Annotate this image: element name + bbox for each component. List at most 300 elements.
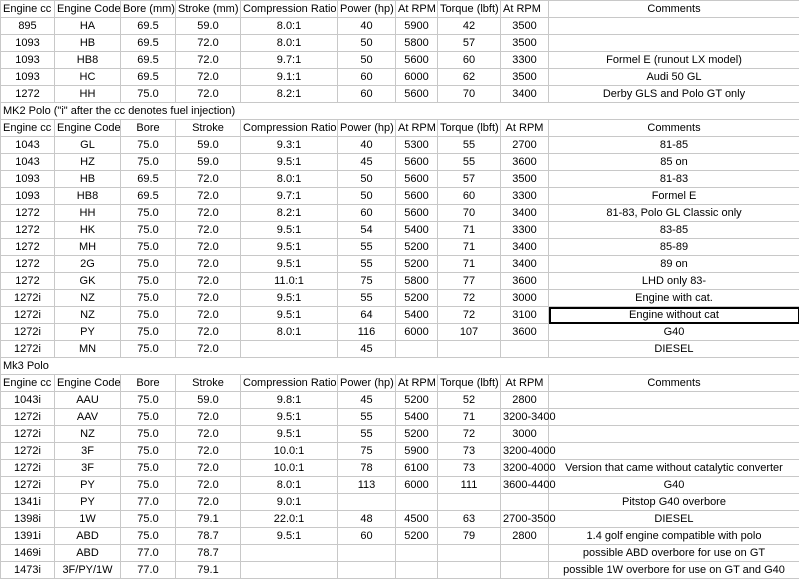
cell[interactable]: 73	[438, 460, 501, 477]
column-header[interactable]: At RPM	[501, 120, 549, 137]
column-header[interactable]: Stroke	[176, 375, 241, 392]
cell[interactable]: AAU	[55, 392, 121, 409]
cell[interactable]: 3100	[501, 307, 549, 324]
cell[interactable]: 3200-4000	[501, 443, 549, 460]
cell[interactable]	[396, 494, 438, 511]
cell[interactable]: 72.0	[176, 477, 241, 494]
cell[interactable]: 3400	[501, 239, 549, 256]
cell[interactable]: 9.1:1	[241, 69, 338, 86]
cell[interactable]: 2G	[55, 256, 121, 273]
cell[interactable]: 1043	[1, 154, 55, 171]
cell[interactable]: 6000	[396, 477, 438, 494]
cell[interactable]: 5600	[396, 171, 438, 188]
cell[interactable]: 9.5:1	[241, 239, 338, 256]
cell[interactable]: 55	[338, 426, 396, 443]
cell[interactable]: Audi 50 GL	[549, 69, 799, 86]
cell[interactable]: 9.5:1	[241, 290, 338, 307]
column-header[interactable]: At RPM	[396, 375, 438, 392]
cell[interactable]: 70	[438, 86, 501, 103]
cell[interactable]: 69.5	[121, 18, 176, 35]
cell[interactable]: 8.2:1	[241, 205, 338, 222]
column-header[interactable]: At RPM	[501, 375, 549, 392]
cell[interactable]: 75.0	[121, 324, 176, 341]
cell[interactable]: 8.0:1	[241, 477, 338, 494]
cell[interactable]: 5800	[396, 273, 438, 290]
cell[interactable]: 75.0	[121, 392, 176, 409]
cell[interactable]: 8.2:1	[241, 86, 338, 103]
cell[interactable]: 5400	[396, 222, 438, 239]
column-header[interactable]: Torque (lbft)	[438, 120, 501, 137]
cell[interactable]: 50	[338, 52, 396, 69]
cell[interactable]	[438, 341, 501, 358]
cell[interactable]: 75.0	[121, 239, 176, 256]
cell[interactable]: 1272i	[1, 443, 55, 460]
cell[interactable]: G40	[549, 477, 799, 494]
cell[interactable]: 78.7	[176, 528, 241, 545]
cell[interactable]: 9.8:1	[241, 392, 338, 409]
cell[interactable]	[549, 392, 799, 409]
column-header[interactable]: Engine Code	[55, 375, 121, 392]
column-header[interactable]: Compression Ratio	[241, 1, 338, 18]
cell[interactable]: PY	[55, 477, 121, 494]
cell[interactable]: 59.0	[176, 392, 241, 409]
cell[interactable]: 75.0	[121, 86, 176, 103]
cell[interactable]: NZ	[55, 426, 121, 443]
cell[interactable]: 72.0	[176, 205, 241, 222]
cell[interactable]: 3600	[501, 154, 549, 171]
cell[interactable]: 9.5:1	[241, 528, 338, 545]
cell[interactable]	[438, 358, 501, 375]
cell[interactable]	[549, 35, 799, 52]
column-header[interactable]: Compression Ratio	[241, 375, 338, 392]
cell[interactable]: DIESEL	[549, 341, 799, 358]
cell[interactable]	[396, 103, 438, 120]
cell[interactable]: 75	[338, 443, 396, 460]
cell[interactable]: 3200-4000	[501, 460, 549, 477]
cell[interactable]	[549, 358, 799, 375]
cell[interactable]: 89 on	[549, 256, 799, 273]
cell[interactable]: 3F	[55, 443, 121, 460]
column-header[interactable]: Engine cc	[1, 120, 55, 137]
cell[interactable]: 5600	[396, 154, 438, 171]
cell[interactable]: 75.0	[121, 154, 176, 171]
cell[interactable]: 3500	[501, 35, 549, 52]
cell[interactable]: 1093	[1, 35, 55, 52]
cell[interactable]: HZ	[55, 154, 121, 171]
cell[interactable]: 72.0	[176, 69, 241, 86]
cell[interactable]: 63	[438, 511, 501, 528]
cell[interactable]: 9.5:1	[241, 409, 338, 426]
cell[interactable]	[501, 545, 549, 562]
cell[interactable]: 55	[338, 256, 396, 273]
cell[interactable]: 75.0	[121, 137, 176, 154]
cell[interactable]	[396, 358, 438, 375]
cell[interactable]: 5600	[396, 86, 438, 103]
cell[interactable]: 77.0	[121, 562, 176, 579]
cell[interactable]: Version that came without catalytic converter	[549, 460, 799, 477]
cell[interactable]: 6100	[396, 460, 438, 477]
cell[interactable]: 55	[438, 154, 501, 171]
cell[interactable]: 79.1	[176, 511, 241, 528]
cell[interactable]	[121, 358, 176, 375]
cell[interactable]: 45	[338, 154, 396, 171]
column-header[interactable]: Compression Ratio	[241, 120, 338, 137]
cell[interactable]: 75.0	[121, 273, 176, 290]
cell[interactable]: 45	[338, 392, 396, 409]
cell[interactable]: 69.5	[121, 35, 176, 52]
cell[interactable]: 5200	[396, 392, 438, 409]
column-header[interactable]: At RPM	[501, 1, 549, 18]
cell[interactable]: 8.0:1	[241, 324, 338, 341]
cell[interactable]: 75.0	[121, 426, 176, 443]
cell[interactable]: 2700	[501, 137, 549, 154]
cell[interactable]: 9.5:1	[241, 154, 338, 171]
column-header[interactable]: Bore	[121, 120, 176, 137]
cell[interactable]: Derby GLS and Polo GT only	[549, 86, 799, 103]
cell[interactable]: 83-85	[549, 222, 799, 239]
cell[interactable]: 9.5:1	[241, 222, 338, 239]
cell[interactable]: 5600	[396, 205, 438, 222]
cell[interactable]: 71	[438, 239, 501, 256]
cell[interactable]	[241, 341, 338, 358]
cell[interactable]: 55	[438, 137, 501, 154]
column-header[interactable]: Power (hp)	[338, 120, 396, 137]
cell[interactable]: 1272	[1, 86, 55, 103]
cell[interactable]: possible ABD overbore for use on GT	[549, 545, 799, 562]
cell[interactable]: 5200	[396, 426, 438, 443]
cell[interactable]	[241, 103, 338, 120]
cell[interactable]: LHD only 83-	[549, 273, 799, 290]
cell[interactable]: 3000	[501, 426, 549, 443]
cell[interactable]: 6000	[396, 324, 438, 341]
cell[interactable]: 3300	[501, 52, 549, 69]
cell[interactable]	[396, 562, 438, 579]
cell[interactable]: 113	[338, 477, 396, 494]
cell[interactable]	[438, 545, 501, 562]
cell[interactable]: 8.0:1	[241, 18, 338, 35]
column-header[interactable]: At RPM	[396, 120, 438, 137]
cell[interactable]: HK	[55, 222, 121, 239]
cell[interactable]: 1093	[1, 171, 55, 188]
column-header[interactable]: Torque (lbft)	[438, 375, 501, 392]
cell[interactable]	[549, 426, 799, 443]
cell[interactable]: ABD	[55, 528, 121, 545]
cell[interactable]	[241, 562, 338, 579]
column-header[interactable]: Engine Code	[55, 120, 121, 137]
cell[interactable]: 60	[338, 205, 396, 222]
column-header[interactable]: Bore (mm)	[121, 1, 176, 18]
cell[interactable]: 75	[338, 273, 396, 290]
cell[interactable]: 72.0	[176, 341, 241, 358]
cell[interactable]: NZ	[55, 307, 121, 324]
cell[interactable]: 5900	[396, 443, 438, 460]
cell[interactable]: 72	[438, 290, 501, 307]
cell[interactable]: 77.0	[121, 494, 176, 511]
column-header[interactable]: Comments	[549, 1, 799, 18]
column-header[interactable]: Torque (lbft)	[438, 1, 501, 18]
cell[interactable]: Formel E	[549, 188, 799, 205]
cell[interactable]	[438, 103, 501, 120]
cell[interactable]: 72.0	[176, 290, 241, 307]
cell[interactable]: 5200	[396, 256, 438, 273]
cell[interactable]: 77.0	[121, 545, 176, 562]
cell[interactable]: DIESEL	[549, 511, 799, 528]
cell[interactable]	[338, 494, 396, 511]
cell[interactable]: 10.0:1	[241, 460, 338, 477]
cell[interactable]: 78	[338, 460, 396, 477]
cell[interactable]: 1391i	[1, 528, 55, 545]
cell[interactable]: 9.5:1	[241, 307, 338, 324]
cell[interactable]: 8.0:1	[241, 171, 338, 188]
cell[interactable]: 60	[438, 52, 501, 69]
cell[interactable]: 55	[338, 409, 396, 426]
cell[interactable]	[438, 494, 501, 511]
cell[interactable]: 1272	[1, 256, 55, 273]
cell[interactable]: Formel E (runout LX model)	[549, 52, 799, 69]
cell[interactable]: MH	[55, 239, 121, 256]
cell[interactable]: 54	[338, 222, 396, 239]
cell[interactable]: 75.0	[121, 290, 176, 307]
cell[interactable]: 75.0	[121, 477, 176, 494]
cell[interactable]: 59.0	[176, 137, 241, 154]
cell[interactable]: 85 on	[549, 154, 799, 171]
cell[interactable]: 116	[338, 324, 396, 341]
column-header[interactable]: Engine cc	[1, 1, 55, 18]
cell[interactable]: 42	[438, 18, 501, 35]
cell[interactable]: 1043	[1, 137, 55, 154]
cell[interactable]: 69.5	[121, 52, 176, 69]
cell[interactable]	[338, 545, 396, 562]
cell[interactable]: 69.5	[121, 69, 176, 86]
cell[interactable]: 52	[438, 392, 501, 409]
cell[interactable]: 62	[438, 69, 501, 86]
cell[interactable]: 1272i	[1, 477, 55, 494]
column-header[interactable]: Comments	[549, 120, 799, 137]
cell[interactable]: 55	[338, 239, 396, 256]
cell[interactable]	[338, 358, 396, 375]
column-header[interactable]: Stroke (mm)	[176, 1, 241, 18]
cell[interactable]: 75.0	[121, 307, 176, 324]
cell[interactable]	[176, 358, 241, 375]
cell[interactable]: Engine with cat.	[549, 290, 799, 307]
cell[interactable]: 72.0	[176, 426, 241, 443]
cell[interactable]: 1473i	[1, 562, 55, 579]
cell[interactable]: HB8	[55, 52, 121, 69]
cell[interactable]: 72	[438, 426, 501, 443]
cell[interactable]: 5600	[396, 52, 438, 69]
cell[interactable]	[549, 18, 799, 35]
cell[interactable]: 59.0	[176, 154, 241, 171]
cell[interactable]: 2800	[501, 392, 549, 409]
cell[interactable]: 72.0	[176, 188, 241, 205]
cell[interactable]: 5300	[396, 137, 438, 154]
cell[interactable]: HA	[55, 18, 121, 35]
cell[interactable]: 3400	[501, 256, 549, 273]
cell[interactable]: 3F/PY/1W	[55, 562, 121, 579]
cell[interactable]: 1272i	[1, 307, 55, 324]
cell[interactable]: 3300	[501, 222, 549, 239]
cell[interactable]: 1272	[1, 222, 55, 239]
cell[interactable]: 64	[338, 307, 396, 324]
cell[interactable]: 77	[438, 273, 501, 290]
cell[interactable]: 3500	[501, 69, 549, 86]
cell[interactable]: 72.0	[176, 324, 241, 341]
cell[interactable]: 71	[438, 409, 501, 426]
cell[interactable]: 9.3:1	[241, 137, 338, 154]
cell[interactable]: 22.0:1	[241, 511, 338, 528]
cell[interactable]: 5600	[396, 188, 438, 205]
cell[interactable]	[549, 443, 799, 460]
cell[interactable]: 71	[438, 256, 501, 273]
cell[interactable]: 3500	[501, 18, 549, 35]
cell[interactable]: 70	[438, 205, 501, 222]
cell[interactable]: 79.1	[176, 562, 241, 579]
cell[interactable]: possible 1W overbore for use on GT and G40	[549, 562, 799, 579]
cell[interactable]: 69.5	[121, 188, 176, 205]
cell[interactable]: 50	[338, 188, 396, 205]
cell[interactable]: 72.0	[176, 171, 241, 188]
cell[interactable]: 5800	[396, 35, 438, 52]
cell[interactable]: 895	[1, 18, 55, 35]
cell[interactable]: 1272i	[1, 341, 55, 358]
cell[interactable]: 1093	[1, 69, 55, 86]
cell[interactable]: 5200	[396, 239, 438, 256]
cell[interactable]: GK	[55, 273, 121, 290]
cell[interactable]: HB	[55, 171, 121, 188]
cell[interactable]: 73	[438, 443, 501, 460]
cell[interactable]: HC	[55, 69, 121, 86]
cell[interactable]: 75.0	[121, 460, 176, 477]
cell[interactable]: 1W	[55, 511, 121, 528]
cell[interactable]: 57	[438, 35, 501, 52]
cell[interactable]	[241, 358, 338, 375]
cell[interactable]	[396, 545, 438, 562]
cell[interactable]: 1341i	[1, 494, 55, 511]
section-title[interactable]: Mk3 Polo	[1, 358, 55, 375]
cell[interactable]: 72.0	[176, 460, 241, 477]
column-header[interactable]: Bore	[121, 375, 176, 392]
cell[interactable]: 60	[338, 69, 396, 86]
cell[interactable]: 72	[438, 307, 501, 324]
cell[interactable]: 3000	[501, 290, 549, 307]
section-title[interactable]: MK2 Polo ("i" after the cc denotes fuel injection)	[1, 103, 55, 120]
cell[interactable]: 1469i	[1, 545, 55, 562]
cell[interactable]: 9.7:1	[241, 188, 338, 205]
cell[interactable]: 75.0	[121, 256, 176, 273]
cell[interactable]: 9.5:1	[241, 426, 338, 443]
cell[interactable]: 40	[338, 18, 396, 35]
cell[interactable]: 48	[338, 511, 396, 528]
cell[interactable]: 69.5	[121, 171, 176, 188]
cell[interactable]: 9.0:1	[241, 494, 338, 511]
cell[interactable]: 107	[438, 324, 501, 341]
column-header[interactable]: Power (hp)	[338, 1, 396, 18]
cell[interactable]: HB8	[55, 188, 121, 205]
cell[interactable]: HB	[55, 35, 121, 52]
cell[interactable]: 72.0	[176, 222, 241, 239]
cell[interactable]: 11.0:1	[241, 273, 338, 290]
cell[interactable]: 1.4 golf engine compatible with polo	[549, 528, 799, 545]
cell[interactable]: 81-83, Polo GL Classic only	[549, 205, 799, 222]
column-header[interactable]: At RPM	[396, 1, 438, 18]
cell[interactable]: 1272	[1, 273, 55, 290]
cell[interactable]: 72.0	[176, 35, 241, 52]
cell[interactable]: 79	[438, 528, 501, 545]
column-header[interactable]: Comments	[549, 375, 799, 392]
cell[interactable]: 5200	[396, 528, 438, 545]
cell[interactable]: 3600-4400	[501, 477, 549, 494]
cell[interactable]	[55, 358, 121, 375]
cell[interactable]: 3400	[501, 205, 549, 222]
cell[interactable]: 60	[338, 528, 396, 545]
cell[interactable]	[501, 103, 549, 120]
cell[interactable]	[549, 103, 799, 120]
cell[interactable]: ABD	[55, 545, 121, 562]
cell[interactable]: 5900	[396, 18, 438, 35]
cell[interactable]: 59.0	[176, 18, 241, 35]
cell[interactable]	[241, 545, 338, 562]
cell[interactable]	[396, 341, 438, 358]
cell[interactable]	[501, 341, 549, 358]
cell[interactable]: MN	[55, 341, 121, 358]
cell[interactable]: 2800	[501, 528, 549, 545]
cell[interactable]: 2700-3500	[501, 511, 549, 528]
cell[interactable]: 3600	[501, 273, 549, 290]
cell[interactable]: NZ	[55, 290, 121, 307]
cell[interactable]: 78.7	[176, 545, 241, 562]
cell[interactable]: 45	[338, 341, 396, 358]
cell[interactable]: GL	[55, 137, 121, 154]
cell[interactable]: 60	[338, 86, 396, 103]
cell[interactable]	[338, 562, 396, 579]
cell[interactable]: PY	[55, 324, 121, 341]
cell[interactable]: 1093	[1, 52, 55, 69]
cell[interactable]: 75.0	[121, 409, 176, 426]
cell[interactable]: 5400	[396, 409, 438, 426]
cell[interactable]: 71	[438, 222, 501, 239]
cell[interactable]: 75.0	[121, 341, 176, 358]
cell[interactable]: 10.0:1	[241, 443, 338, 460]
cell[interactable]: 6000	[396, 69, 438, 86]
cell[interactable]: 72.0	[176, 494, 241, 511]
cell[interactable]: 75.0	[121, 222, 176, 239]
cell[interactable]: 72.0	[176, 273, 241, 290]
cell[interactable]: 8.0:1	[241, 35, 338, 52]
cell[interactable]: 55	[338, 290, 396, 307]
cell[interactable]: PY	[55, 494, 121, 511]
cell[interactable]: 72.0	[176, 256, 241, 273]
cell[interactable]: AAV	[55, 409, 121, 426]
cell[interactable]: 72.0	[176, 307, 241, 324]
cell[interactable]: 72.0	[176, 86, 241, 103]
cell[interactable]: HH	[55, 205, 121, 222]
cell[interactable]	[501, 358, 549, 375]
cell[interactable]: 1093	[1, 188, 55, 205]
cell[interactable]: 60	[438, 188, 501, 205]
cell[interactable]: HH	[55, 86, 121, 103]
cell[interactable]: 72.0	[176, 52, 241, 69]
column-header[interactable]: Power (hp)	[338, 375, 396, 392]
cell[interactable]: 5400	[396, 307, 438, 324]
cell[interactable]: 1272i	[1, 460, 55, 477]
cell[interactable]: 3400	[501, 86, 549, 103]
cell[interactable]	[501, 494, 549, 511]
cell[interactable]: Pitstop G40 overbore	[549, 494, 799, 511]
cell[interactable]: 9.7:1	[241, 52, 338, 69]
cell[interactable]: 3600	[501, 324, 549, 341]
cell[interactable]: 1272	[1, 239, 55, 256]
cell[interactable]: 3300	[501, 188, 549, 205]
